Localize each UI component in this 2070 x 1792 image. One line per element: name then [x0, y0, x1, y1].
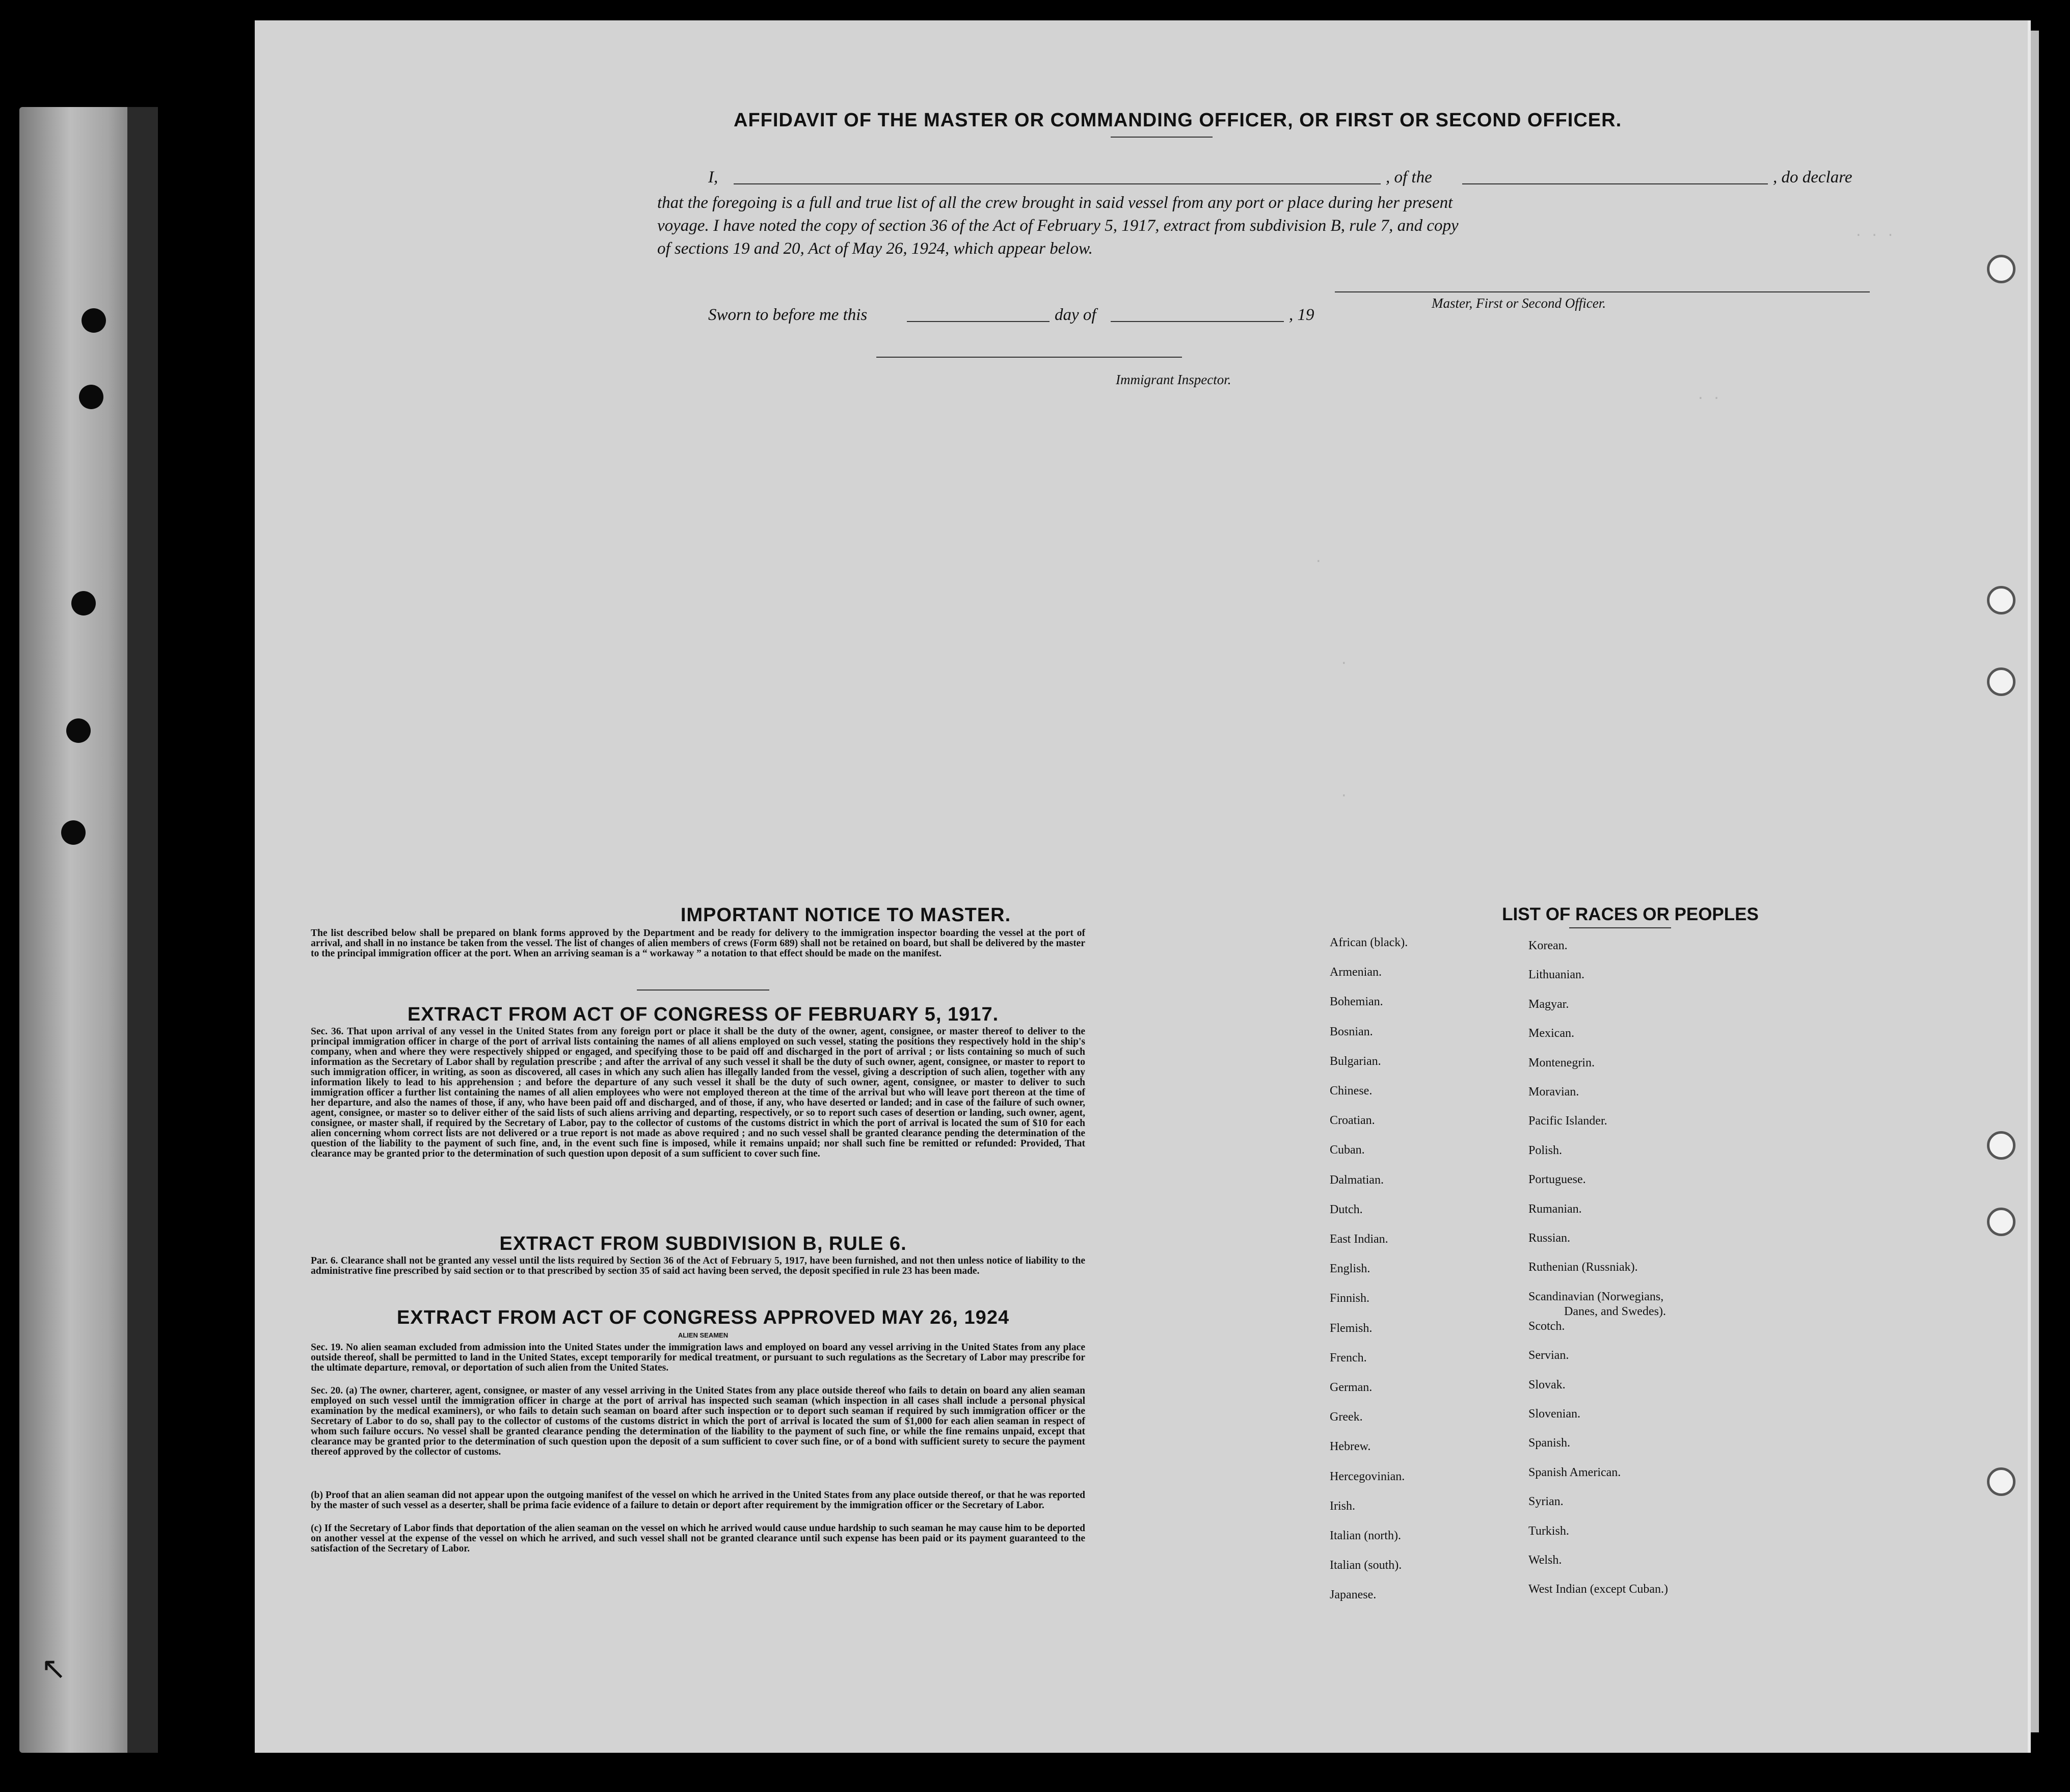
race-item: Italian (south). — [1330, 1559, 1402, 1572]
race-item: Armenian. — [1330, 966, 1382, 979]
binder-hole — [82, 308, 106, 333]
race-item: Servian. — [1528, 1349, 1569, 1362]
inspector-signature-line — [876, 357, 1182, 358]
race-item: Moravian. — [1528, 1085, 1579, 1099]
race-item: Portuguese. — [1528, 1173, 1586, 1187]
extract-1924-sec-20a: Sec. 20. (a) The owner, charterer, agent, consignee, or master of any vessel arriving in the United States from any place outside thereof who fails to detain on board any alien seaman employed on such vessel until the immigration officer in charge at the port of arrival has inspected such seaman (which inspection in all cases shall include a personal physical examination by the medical examiners), or who fails to detain such seaman on board after such inspection or to deport such seaman if required by such immigration officer or the Secretary of Labor to do so, shall pay to the collector of customs of the customs district in which the port of arrival is located the sum of $1,000 for each alien seaman in respect of whom such failure occurs. No vessel shall be granted clearance pending the determination of the liability to the payment of such fine, or while the fine remains unpaid, except that clearance may be granted prior to the determination of such question upon the deposit of a sum sufficient to cover such fine, or of a bond with sufficient surety to secure the payment thereof approved by the collector of customs. — [311, 1385, 1085, 1457]
race-item: Korean. — [1528, 939, 1568, 952]
affidavit-line-1: I, , of the , do declare — [708, 168, 1852, 186]
race-item: Cuban. — [1330, 1143, 1365, 1157]
race-item: Croatian. — [1330, 1114, 1375, 1128]
race-item: Ruthenian (Russniak). — [1528, 1261, 1638, 1274]
race-item: Bohemian. — [1330, 995, 1383, 1009]
binder-hole — [1987, 586, 2015, 614]
race-item: English. — [1330, 1262, 1370, 1276]
binder-hole — [79, 385, 103, 409]
extract-1924-subtitle: ALIEN SEAMEN — [678, 1331, 729, 1339]
race-item: Flemish. — [1330, 1321, 1373, 1335]
extract-1924-title: EXTRACT FROM ACT OF CONGRESS APPROVED MAY 26, 1924 — [396, 1307, 1010, 1328]
extract-1924-sec-19: Sec. 19. No alien seaman excluded from admission into the United States under the immigration laws and employed on board any vessel arriving in the United States from any place outside thereof, shall be permitted to land in the United States, except temporarily for medical treatment, or pursuant to such regulations as the Secretary of Labor may prescribe for the ultimate departure, removal, or deportation of such alien from the United States. — [311, 1342, 1085, 1373]
race-item: Magyar. — [1528, 997, 1569, 1011]
race-item: Russian. — [1528, 1232, 1571, 1245]
race-item: Hercegovinian. — [1330, 1469, 1405, 1483]
affidavit-title: AFFIDAVIT OF THE MASTER OR COMMANDING OFFICER, OR FIRST OR SECOND OFFICER. — [734, 110, 1622, 131]
binder-hole — [1987, 667, 2015, 696]
race-item: Slovenian. — [1528, 1407, 1580, 1421]
race-item: Dutch. — [1330, 1202, 1363, 1216]
race-item: Pacific Islander. — [1528, 1114, 1607, 1128]
race-item: Mexican. — [1528, 1027, 1574, 1040]
extract-1924-sec-20b: (b) Proof that an alien seaman did not appear upon the outgoing manifest of the vessel on which he arrived in the United States from any place outside thereof, or that he was reported by the master of such vessel as a deserter, shall be prima facie evidence of a failure to detain or deport after requirement by the immigration officer or the Secretary of Labor. — [311, 1490, 1085, 1511]
notice-divider — [637, 989, 769, 991]
race-item: Greek. — [1330, 1410, 1363, 1424]
race-item: Syrian. — [1528, 1495, 1564, 1509]
binder-hole — [1987, 1208, 2015, 1236]
extract-1924-sec-20c: (c) If the Secretary of Labor finds that deportation of the alien seaman on the vessel on which he arrived would cause undue hardship to such seaman he may cause him to be deported on another vessel at the expense of the vessel on which he arrived, and such vessel shall not be granted clearance until such expense has been paid or its payment guaranteed to the satisfaction of the Secretary of Labor. — [311, 1523, 1085, 1554]
inspector-signature-label: Immigrant Inspector. — [1116, 372, 1231, 387]
strip-handwritten-mark: ↖ — [41, 1651, 67, 1687]
race-item: Turkish. — [1528, 1524, 1569, 1538]
race-item: Welsh. — [1528, 1554, 1562, 1567]
affidavit-line-2: that the foregoing is a full and true list of all the crew brought in said vessel from any port or place during her present — [657, 194, 1453, 212]
race-item: Dalmatian. — [1330, 1173, 1384, 1187]
race-item: West Indian (except Cuban.) — [1528, 1583, 1668, 1596]
left-binding-shadow — [127, 107, 158, 1753]
races-title: LIST OF RACES OR PEOPLES — [1502, 904, 1759, 924]
affidavit-title-rule — [1111, 137, 1213, 138]
race-item: Slovak. — [1528, 1378, 1566, 1392]
binder-hole — [66, 718, 91, 743]
race-item: Bosnian. — [1330, 1025, 1373, 1038]
race-item: Spanish. — [1528, 1436, 1571, 1450]
race-item: Italian (north). — [1330, 1529, 1401, 1542]
race-item: Chinese. — [1330, 1084, 1373, 1098]
race-item: Spanish American. — [1528, 1465, 1621, 1479]
binder-hole — [71, 591, 96, 616]
race-item: Lithuanian. — [1528, 968, 1584, 982]
extract-1917-body: Sec. 36. That upon arrival of any vessel in the United States from any foreign port or place it shall be the duty of the owner, agent, consignee, or master thereof to deliver to the principal immigration officer in charge of the port of arrival lists containing the names of all aliens employed on such vessel, stating the positions they respectively hold in the ship's company, when and where they were respectively shipped or engaged, and specifying those to be paid off and discharged in the port of arrival ; or lists containing so much of such information as the Secretary of Labor shall by regulation prescribe ; and after the arrival of any such vessel it shall be the duty of such owner, agent, consignee, or master to report to such immigration officer, in writing, as soon as discovered, all cases in which any such alien has illegally landed from the vessel, giving a description of such alien, together with any information likely to lead to his apprehension ; and before the departure of any such vessel it shall be the duty of such owner, agent, consignee, or master to deliver to such immigration officer a further list containing the names of all alien employees who were not employed thereon at the time of the arrival but who will leave port thereon at the time of her departure, and also the names of those, if any, who have been paid off and discharged, and of those, if any, who have deserted or landed; and in case of the failure of such owner, agent, consignee, or master so to deliver either of the said lists of such aliens arriving and departing, respectively, or so to report such cases of desertion or landing, such owner, agent, consignee, or master shall, if required by the Secretary of Labor, pay to the collector of customs of the customs district in which the port of arrival is located the sum of $10 for each alien concerning whom correct lists are not delivered or a true report is not made as above required ; and no such vessel shall be granted clearance pending the determination of the question of the liability to the payment of such fine, and, in the event such fine is imposed, while it remains unpaid; nor shall such fine be remitted or refunded: Provided, That clearance may be granted prior to the determination of such question upon deposit of a sum sufficient to cover such fine. — [311, 1026, 1085, 1159]
master-signature-label: Master, First or Second Officer. — [1432, 296, 1606, 311]
race-item: Scotch. — [1528, 1319, 1565, 1333]
notice-body: The list described below shall be prepared on blank forms approved by the Department and be ready for delivery to the immigration inspector boarding the vessel at the port of arrival, and shall in no instance be taken from the vessel. The list of changes of alien members of crews (Form 689) shall not be retained on board, but shall be delivered by the master to the principal immigration officer at the port. When an arriving seaman is a “ workaway ” a notation to that effect should be made on the manifest. — [311, 928, 1085, 959]
sworn-line: Sworn to before me this day of , 19 — [708, 306, 1314, 324]
binder-hole — [1987, 255, 2015, 283]
race-item: Scandinavian (Norwegians, — [1528, 1290, 1664, 1303]
race-item: East Indian. — [1330, 1233, 1388, 1246]
race-item: Rumanian. — [1528, 1202, 1582, 1216]
races-title-rule — [1569, 927, 1671, 928]
binder-hole — [61, 820, 86, 845]
binder-hole — [1987, 1467, 2015, 1496]
race-item: African (black). — [1330, 936, 1408, 949]
rule-6-body: Par. 6. Clearance shall not be granted any vessel until the lists required by Section 36 of the Act of February 5, 1917, have been furnished, and not then unless notice of liability to the administrative fine prescribed by said section or to that prescribed by section 35 of said act having been served, the deposit specified in rule 23 has been made. — [311, 1255, 1085, 1276]
race-item: Irish. — [1330, 1499, 1355, 1513]
affidavit-line-4: of sections 19 and 20, Act of May 26, 1924, which appear below. — [657, 239, 1093, 258]
race-item: Polish. — [1528, 1143, 1563, 1157]
rule-6-title: EXTRACT FROM SUBDIVISION B, RULE 6. — [499, 1233, 907, 1254]
race-item: French. — [1330, 1351, 1367, 1365]
race-item: Danes, and Swedes). — [1564, 1304, 1666, 1318]
race-item: Japanese. — [1330, 1588, 1377, 1602]
extract-1917-title: EXTRACT FROM ACT OF CONGRESS OF FEBRUARY 5, 1917. — [407, 1004, 999, 1025]
notice-title: IMPORTANT NOTICE TO MASTER. — [680, 904, 1011, 926]
race-item: German. — [1330, 1381, 1373, 1394]
race-item: Finnish. — [1330, 1292, 1370, 1305]
document-page: . . . . . . . . AFFIDAVIT OF THE MASTER OR COMMANDING OFFICER, OR FIRST OR SECOND OFFICER. I, , of the , do declare that the foregoing is a full and true list of all the crew brought in said vessel from any port or place during her present voyage. I have noted the copy of section 36 of the Act of February 5, 1917, extract from subdivision B, rule 7, and copy of sections 19 and 20, Act of May 26, 1924, which appear below. Master, First or Second Officer. Sworn to before me this day of , 19 Immigrant Inspector. IMPORTANT NOTICE TO MASTER. The list described below shall be prepared on blank forms approved by the Department and be ready for delivery to the immigration inspector boarding the vessel at the port of arrival, and shall in no instance be taken from the vessel. The list of changes of alien members of crews (Form 689) shall not be retained on board, but shall be delivered by the master to the principal immigration officer at the port. When an arriving seaman is a “ workaway ” a notation to that effect should be made on the manifest. EXTRACT FROM ACT OF CONGRESS OF FEBRUARY 5, 1917. Sec. 36. That upon arrival of any vessel in the United States from any foreign port or place it shall be the duty of the owner, agent, consignee, or master thereof to deliver to the principal immigration officer in charge of the port of arrival lists containing the names of all aliens employed on such vessel, stating the positions they respectively hold in the ship's company, when and where they were respectively shipped or engaged, and specifying those to be paid off and discharged in the port of arrival ; or lists containing so much of such information as the Secretary of Labor shall by regulation prescribe ; and after the arrival of any such vessel it shall be the duty of such owner, agent, consignee, or master to report to such immigration officer, in writing, as soon as discovered, all cases in which any such alien has illegally landed from the vessel, giving a description of such alien, together with any information likely to lead to his apprehension ; and before the departure of any such vessel it shall be the duty of such owner, agent, consignee, or master to deliver to such immigration officer a further list containing the names of all alien employees who were not employed thereon at the time of the arrival but who will leave port thereon at the time of her departure, and also the names of those, if any, who have been paid off and discharged, and of those, if any, who have deserted or landed; and in case of the failure of such owner, agent, consignee, or master so to deliver either of the said lists of such aliens arriving and departing, respectively, or so to report such cases of desertion or landing, such owner, agent, consignee, or master shall, if required by the Secretary of Labor, pay to the collector of customs of the customs district in which the port of arrival is located the sum of $10 for each alien concerning whom correct lists are not delivered or a true report is not made as above required ; and no such vessel shall be granted clearance pending the determination of the question of the liability to the payment of such fine, and, in the event such fine is imposed, while it remains unpaid; nor shall such fine be remitted or refunded: Provided, That clearance may be granted prior to the determination of such question upon deposit of a sum sufficient to cover such fine. EXTRACT FROM SUBDIVISION B, RULE 6. Par. 6. Clearance shall not be granted any vessel until the lists required by Section 36 of the Act of February 5, 1917, have been furnished, and not then unless notice of liability to the administrative fine prescribed by said section or to that prescribed by section 35 of said act having been served, the deposit specified in rule 23 has been made. EXTRACT FROM ACT OF CONGRESS APPROVED MAY 26, 1924 ALIEN SEAMEN Sec. 19. No alien seaman excluded from admission into the United States under the immigration laws and employed on board any vessel arriving in the United States from any place outside thereof, shall be permitted to land in the United States, except temporarily for medical treatment, or pursuant to such regulations as the Secretary of Labor may prescribe for the ultimate departure, removal, or deportation of such alien from the United States. Sec. 20. (a) The owner, charterer, agent, consignee, or master of any vessel arriving in the United States from any place outside thereof who fails to detain on board any alien seaman employed on such vessel until the immigration officer in charge at the port of arrival has inspected such seaman (which inspection in all cases shall include a personal physical examination by the medical examiners), or who fails to detain such seaman on board after such inspection or to deport such seaman if required by such immigration officer or the Secretary of Labor to do so, shall pay to the collector of customs of the customs district in which the port of arrival is located the sum of $1,000 for each alien seaman in respect of whom such failure occurs. No vessel shall be granted clearance pending the determination of the liability to the payment of such fine, or while the fine remains unpaid, except that clearance may be granted prior to the determination of such question upon the deposit of a sum sufficient to cover such fine, or of a bond with sufficient surety to secure the payment thereof approved by the collector of customs. (b) Proof that an alien seaman did not appear upon the outgoing manifest of the vessel on which he arrived in the United States from any place outside thereof, or that he was reported by the master of such vessel as a deserter, shall be prima facie evidence of a failure to detain or deport after requirement by the immigration officer or the Secretary of Labor. (c) If the Secretary of Labor finds that deportation of the alien seaman on the vessel on which he arrived would cause undue hardship to such seaman he may cause him to be deported on another vessel at the expense of the vessel on which he arrived, and such vessel shall not be granted clearance until such expense has been paid or its payment guaranteed to the satisfaction of the Secretary of Labor. LIST OF RACES OR PEOPLES African (black). Armenian. Bohemian. Bosnian. Bulgarian. Chinese. Croatian. Cuban. Dalmatian. Dutch. East Indian. English. Finnish. Flemish. French. German. Greek. Hebrew. Hercegovinian. Irish. Italian (north). Italian (south). Japanese. Korean. Lithuanian. Magyar. Mexican. Montenegrin. Moravian. Pacific Islander. Polish. Portuguese. Rumanian. Russian. Ruthenian (Russniak). Scandinavian (Norwegians, Danes, and Swedes). Scotch. Servian. Slovak. Slovenian. Spanish. Spanish American. Syrian. Turkish. Welsh. West Indian (except Cuban.) — [255, 20, 2031, 1753]
master-signature-line — [1335, 291, 1870, 292]
race-item: Bulgarian. — [1330, 1054, 1381, 1068]
race-item: Hebrew. — [1330, 1440, 1371, 1454]
affidavit-line-3: voyage. I have noted the copy of section 36 of the Act of February 5, 1917, extract from subdivision B, rule 7, and copy — [657, 217, 1459, 235]
binder-hole — [1987, 1131, 2015, 1160]
race-item: Montenegrin. — [1528, 1056, 1595, 1069]
